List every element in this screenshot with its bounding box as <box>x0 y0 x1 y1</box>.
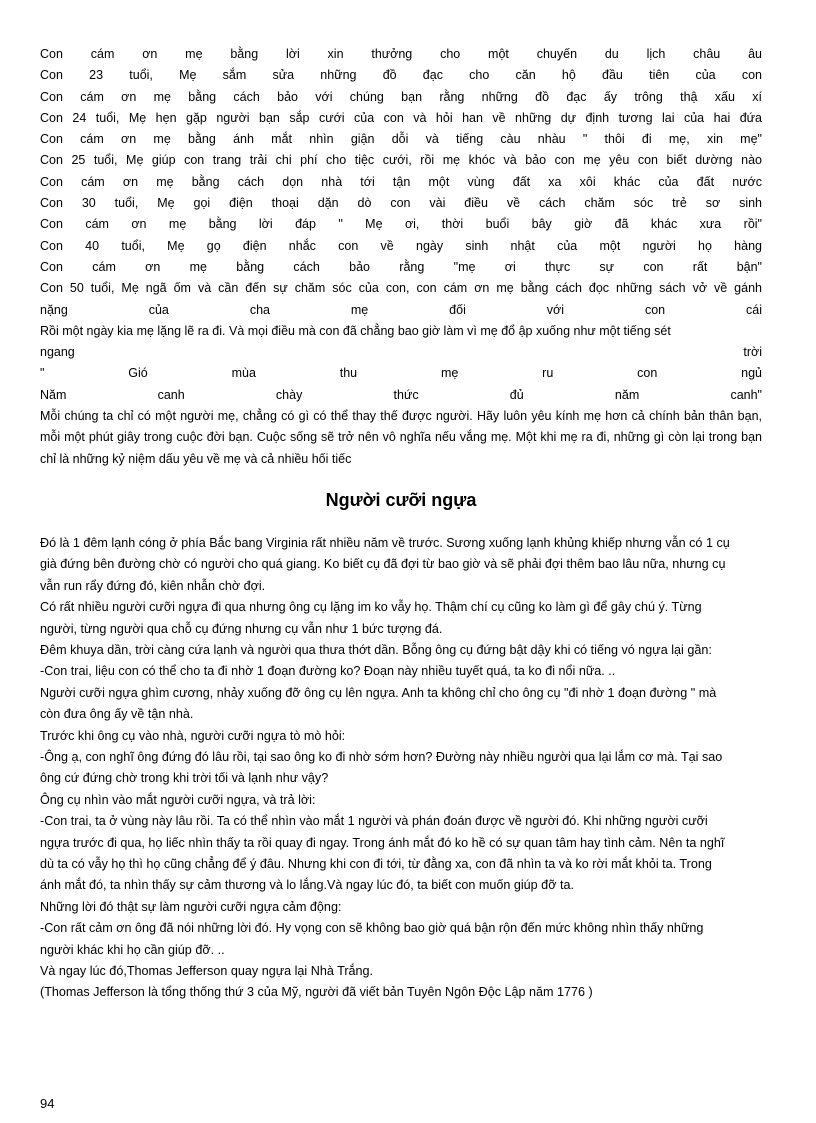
poem-word-ngang: ngang <box>40 345 75 360</box>
story-paragraph: Trước khi ông cụ vào nhà, người cưỡi ngựa tò mò hỏi: <box>40 728 346 743</box>
poem-line: nặng của cha mẹ đối với con cái <box>40 302 762 317</box>
poem-line: Con 30 tuổi, Mẹ gọi điện thoại dặn dò con vài điều về cách chăm sóc trẻ sơ sinh <box>40 196 762 211</box>
story-paragraph: Những lời đó thật sự làm người cưỡi ngựa cảm động: <box>40 899 342 914</box>
poem-line: Con 25 tuổi, Mẹ giúp con trang trải chi phí cho tiệc cưới, rồi mẹ khóc và bảo con mẹ yêu con biết dường nào <box>40 153 762 168</box>
poem-line-ngang <box>40 342 762 363</box>
poem-line: Con cám ơn mẹ bằng lời xin thưởng cho một chuyến du lịch châu âu <box>40 47 762 61</box>
story-paragraph: Và ngay lúc đó,Thomas Jefferson quay ngựa lại Nhà Trắng. <box>40 964 374 979</box>
poem-line: Con cám ơn mẹ bằng lời đáp " Mẹ ơi, thời buổi bây giờ đã khác xưa rồi" <box>40 217 762 232</box>
poem-line: Con cám ơn mẹ bằng cách dọn nhà tới tận một vùng đất xa xôi khác của đất nước <box>40 174 762 189</box>
story-paragraph: -Con rất cảm ơn ông đã nói những lời đó. Hy vọng con sẽ không bao giờ quá bận rộn đến mức không nhìn thấy những người khác khi họ cần giúp đỡ. .. <box>40 921 704 957</box>
story-paragraph: Có rất nhiều người cưỡi ngựa đi qua nhưng ông cụ lặng im ko vẫy họ. Thậm chí cụ cũng ko làm gì để gây chú ý. Từng người, từng người qua chỗ cụ đứng nhưng cụ vẫn như 1 bức tượng đá. <box>40 600 702 636</box>
story-paragraph: (Thomas Jefferson là tổng thống thứ 3 của Mỹ, người đã viết bản Tuyên Ngôn Độc Lập năm 1776 ) <box>40 985 593 1000</box>
poem-block <box>40 44 762 470</box>
story-paragraph: -Ông ạ, con nghĩ ông đứng đó lâu rồi, tại sao ông ko đi nhờ sớm hơn? Đường này nhiều người qua lại lắm cơ mà. Tại sao ông cứ đứng chờ trong khi trời tối và lạnh như vậy? <box>40 750 723 786</box>
story-title: Người cưỡi ngựa <box>325 489 477 510</box>
poem-line: Con 50 tuổi, Mẹ ngã ốm và cần đến sự chăm sóc của con, con cám ơn mẹ bằng cách đọc những sách vở về gánh <box>40 281 762 296</box>
poem-line: Con cám ơn mẹ bằng ánh mắt nhìn giận dỗi và tiếng càu nhàu " thôi đi mẹ, xin mẹ" <box>40 132 762 147</box>
poem-line: Rồi một ngày kia mẹ lặng lẽ ra đi. Và mọi điều mà con đã chẳng bao giờ làm vì mẹ đổ ập xuống như một tiếng sét <box>40 323 671 338</box>
story-paragraph: Đêm khuya dần, trời càng cứa lạnh và người qua thưa thớt dần. Bỗng ông cụ đứng bật dậy khi có tiếng vó ngựa lại gần: <box>40 642 712 657</box>
poem-line: Con cám ơn mẹ bằng cách bảo rằng "mẹ ơi thực sự con rất bận" <box>40 259 762 274</box>
story-paragraph: Người cưỡi ngựa ghìm cương, nhảy xuống đỡ ông cụ lên ngựa. Anh ta không chỉ cho ông cụ "đi nhờ 1 đoạn đường " mà còn đưa ông ấy về tận nhà. <box>40 685 717 722</box>
page-number: 94 <box>40 1096 55 1111</box>
poem-line: Con 23 tuổi, Mẹ sắm sửa những đồ đạc cho căn hộ đầu tiên của con <box>40 68 762 83</box>
document-page <box>40 44 762 1004</box>
poem-line: Con cám ơn mẹ bằng cách bảo với chúng bạn rằng những đồ đạc ấy trông thậ xấu xí <box>40 89 762 104</box>
poem-word-troi: trời <box>743 345 762 360</box>
poem-line: " Gió mùa thu mẹ ru con ngủ <box>40 366 762 381</box>
story-paragraph: Đó là 1 đêm lạnh cóng ở phía Bắc bang Virginia rất nhiều năm về trước. Sương xuống lạnh khủng khiếp nhưng vẫn có 1 cụ già đứng bên đường chờ có người cho quá giang. Ko biết cụ đã đợi từ bao giờ và sẽ phải đợi thêm bao lâu nữa, nhưng cụ vẫn run rẩy đứng đó, kiên nhẫn chờ đợi. <box>40 535 730 593</box>
story-paragraph: -Con trai, liệu con có thể cho ta đi nhờ 1 đoạn đường ko? Đoạn này nhiều tuyết quá, ta ko đi nổi nữa. .. <box>40 664 616 679</box>
poem-line: Con 24 tuổi, Mẹ hẹn gặp người bạn sắp cưới của con và hỏi han về những dự định tương lai của hai đứa <box>40 110 762 125</box>
poem-line: Con 40 tuổi, Mẹ gọ điện nhắc con về ngày sinh nhật của một người họ hàng <box>40 238 762 253</box>
story-body <box>40 533 730 1004</box>
poem-closing-paragraph: Mỗi chúng ta chỉ có một người mẹ, chẳng có gì có thể thay thế được người. Hãy luôn yêu kính mẹ hơn cả chính bản thân bạn, mỗi một phút giây trong cuộc đời bạn. Cuộc sống sẽ trở nên vô nghĩa nếu vắng mẹ. Một khi mẹ ra đi, những gì còn lại trong bạn chỉ là những kỷ niệm dấu yêu về mẹ và cả nhiều hối tiếc <box>40 409 762 466</box>
poem-line: Năm canh chày thức đủ năm canh" <box>40 387 762 402</box>
story-paragraph: Ông cụ nhìn vào mắt người cưỡi ngựa, và trả lời: <box>40 792 316 807</box>
story-paragraph: -Con trai, ta ở vùng này lâu rồi. Ta có thể nhìn vào mắt 1 người và phán đoán được về người đó. Khi những người cưỡi ngựa trước đi qua, họ liếc nhìn thấy ta rồi quay đi ngay. Trong ánh mắt đó ko hề có sự quan tâm hay tình cảm. Nên ta nghĩ dù ta có vẫy họ thì họ cũng chẳng để ý đâu. Nhưng khi con đi tới, từ đằng xa, con đã nhìn ta và ko rời mắt khỏi ta. Trong ánh mắt đó, ta nhìn thấy sự cảm thương và lo lắng.Và ngay lúc đó, ta biết con muốn giúp đỡ ta. <box>40 814 725 893</box>
